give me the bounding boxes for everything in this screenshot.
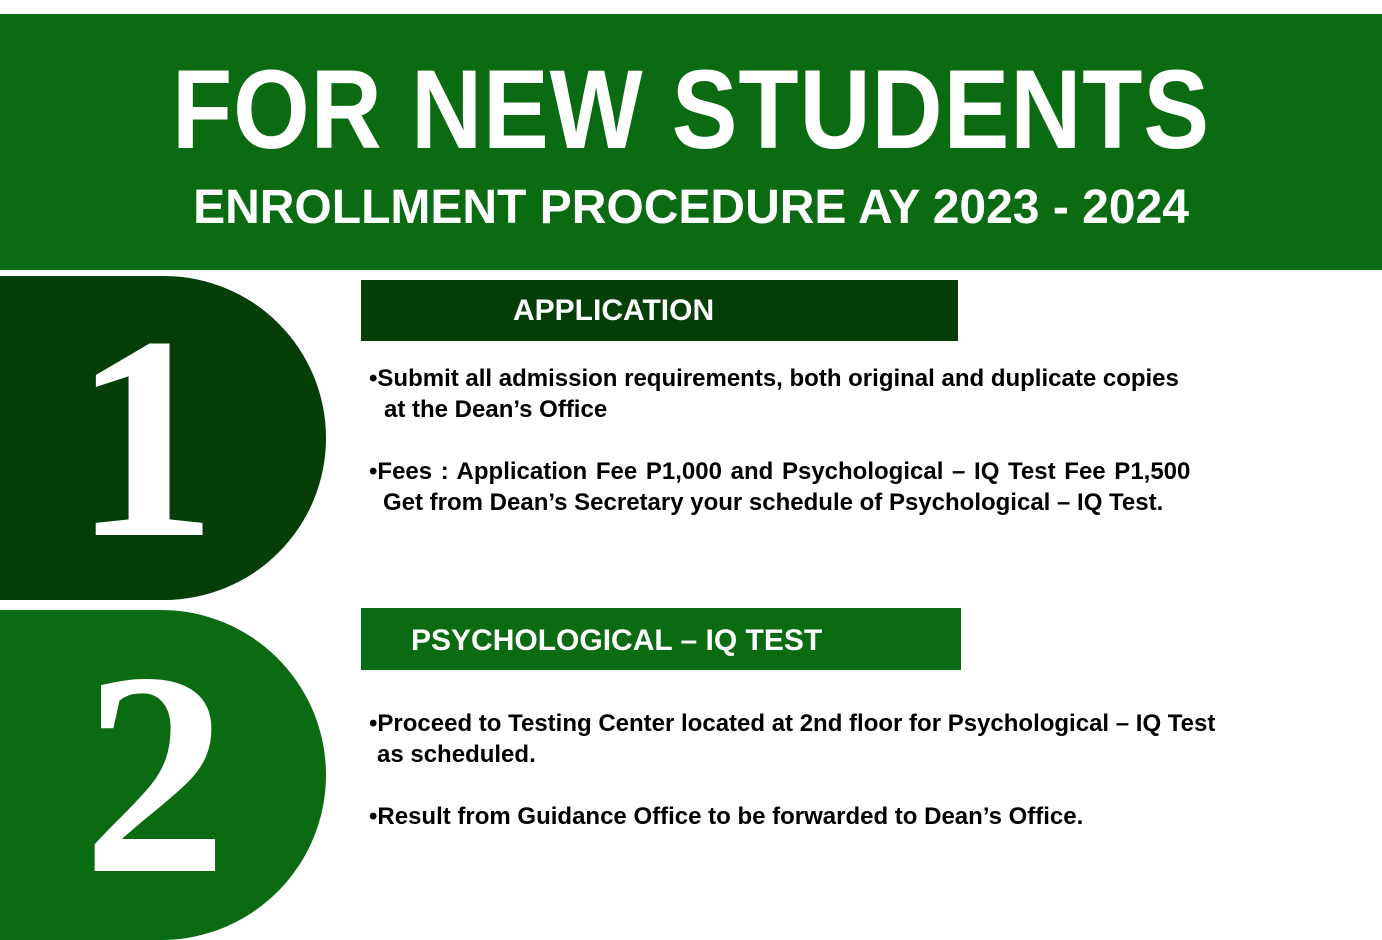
header-banner bbox=[0, 14, 1382, 270]
bullet-line: •Submit all admission requirements, both original and duplicate copies bbox=[369, 365, 1179, 392]
step-1-bullet-fees bbox=[369, 456, 1190, 518]
page-title: FOR NEW STUDENTS bbox=[172, 47, 1210, 172]
bullet-line: Get from Dean’s Secretary your schedule of Psychological – IQ Test. bbox=[383, 489, 1164, 516]
bullet-line: •Result from Guidance Office to be forwarded to Dean’s Office. bbox=[369, 803, 1084, 830]
step-2-title: PSYCHOLOGICAL – IQ TEST bbox=[361, 608, 961, 670]
step-2-number: 2 bbox=[82, 613, 228, 934]
bullet-line: •Fees : Application Fee P1,000 and Psychological – IQ Test Fee P1,500 bbox=[369, 458, 1191, 485]
step-1-number: 1 bbox=[72, 277, 218, 598]
bullet-line: as scheduled. bbox=[377, 741, 536, 768]
bullet-line: •Proceed to Testing Center located at 2nd floor for Psychological – IQ Test bbox=[369, 710, 1216, 737]
step-1-title: APPLICATION bbox=[361, 280, 958, 341]
bullet-line: at the Dean’s Office bbox=[384, 396, 608, 423]
step-2-bullet-result bbox=[369, 801, 1083, 832]
step-2-bullet-testing-center bbox=[369, 708, 1215, 770]
page-subtitle: ENROLLMENT PROCEDURE AY 2023 - 2024 bbox=[193, 181, 1189, 234]
step-1-bullet-requirements bbox=[369, 363, 1179, 425]
